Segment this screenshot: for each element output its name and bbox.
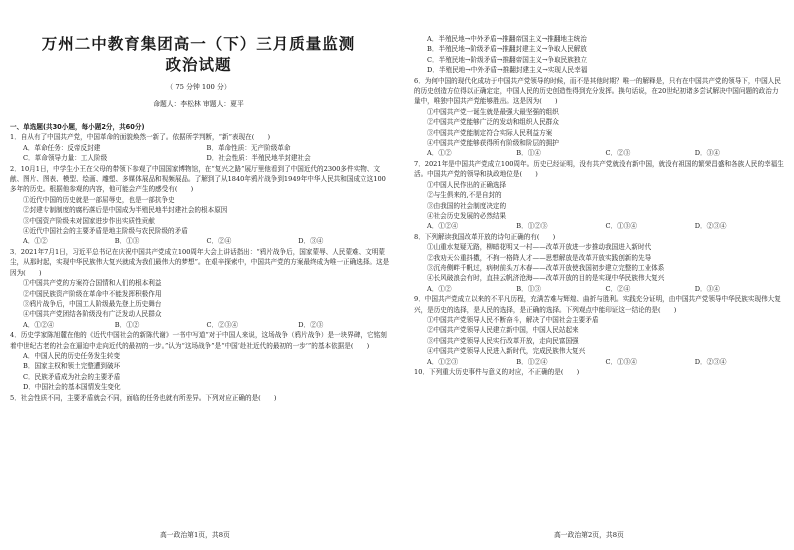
q3-item: ②中国民族资产阶级在革命中不能发挥积极作用 (23, 289, 162, 298)
q4-option-a[interactable]: A．中国人民的历史任务发生转变 (23, 351, 121, 360)
q6-item: ②中国共产党能够广泛的发动和组织人民群众 (427, 118, 559, 127)
q2-item: ①近代中国的历史就是一部屈辱史，也是一部抗争史 (23, 195, 175, 204)
q3-option-c[interactable]: C．②③④ (206, 320, 238, 329)
q2-item: ③中国资产阶级未对国家进步作出实质性贡献 (23, 216, 155, 225)
q7-options (414, 221, 784, 231)
q9-option-c[interactable]: C．①③④ (605, 357, 637, 366)
q4-option-b[interactable]: B．国家主权和领土完整遭到破坏 (23, 362, 121, 371)
q9-stem: 9．中国共产党成立以来的不平凡历程，充满苦难与辉煌、曲折与胜利。实践充分证明，由中国共产党领导中华民族实现伟大复兴，是历史的选择，是人民的选择，是正确的选择。下列观点中能印证这一结论的是( ) (414, 295, 781, 314)
q8-item: ③沉舟侧畔千帆过，病树前头万木春——改革开放使我国初步建立完整的工业体系 (427, 263, 665, 272)
q9-item: ②中国共产党领导人民建立新中国，中国人民站起来 (427, 326, 579, 335)
q8-option-d[interactable]: D．③④ (694, 284, 720, 293)
q8-option-a[interactable]: A．①② (427, 284, 452, 293)
q6-item: ④中国共产党能够获得所有阶级和阶层的拥护 (427, 139, 559, 148)
q2-item: ②封建专制制度的腐朽落后是中国成为半殖民地半封建社会的根本原因 (23, 206, 228, 215)
q6-options (414, 148, 784, 158)
q7-option-b[interactable]: B．①②③ (516, 222, 548, 231)
q7-stem: 7．2021年是中国共产党成立100周年。历史已经证明，没有共产党就没有新中国，就没有祖国的繁荣昌盛和各族人民的幸福生活。中国共产党的领导和执政地位是( ) (414, 159, 784, 179)
q2-stem: 2．10月1日，中学生小王在父母的带领下参观了中国国家博物馆，在“复兴之路”展厅里他看到了中国近代的2300多件实物、文献、图片、图表、模型、绘画、雕塑、多媒体展品和视频展品。了解到了从1840年鸦片战争到1949年中华人民共和国成立这100多年的历史。根据他参观的内容，他可能会产生的感受有( ) (10, 164, 386, 194)
section-heading: 一、单选题(共30小题，每小题2分，共60分) (10, 123, 145, 131)
q2-option-c[interactable]: C．②④ (206, 237, 232, 246)
q9-option-b[interactable]: B．①②④ (516, 357, 548, 366)
q5-option-a[interactable]: A．半殖民地→中外矛盾→推翻帝国主义→推翻地主统治 (427, 35, 587, 43)
q7-item: ③由我国的社会制度决定的 (427, 201, 507, 210)
q7-option-a[interactable]: A．①②④ (427, 222, 459, 231)
q3-option-a[interactable]: A．①②④ (23, 320, 55, 329)
q3-option-b[interactable]: B．①② (114, 320, 140, 329)
q7-option-c[interactable]: C．①③④ (605, 222, 637, 231)
q6-item: ③中国共产党能制定符合实际人民利益方案 (427, 128, 553, 137)
q4-option-d[interactable]: D．中国社会的基本国情发生变化 (23, 383, 121, 392)
q5-option-d[interactable]: D．半殖民地→中外矛盾→推翻封建主义→实现人民幸福 (427, 66, 588, 75)
q6-item: ①中国共产党一诞生就是最强大最坚强的组织 (427, 107, 559, 116)
q5-option-c[interactable]: C．半殖民地→阶级矛盾→推翻帝国主义→争取民族独立 (427, 55, 588, 64)
q1-option-b[interactable]: B．革命性质：无产阶级革命 (206, 143, 291, 152)
q3-stem: 3．2021年7月1日，习近平总书记在庆祝中国共产党成立100周年大会上讲话指出：“鸦片战争后，国家蒙辱、人民蒙难、文明蒙尘，从那时起，实现中华民族伟大复兴就成为我们最伟大的梦想”。在艰辛探索中，中国共产党的方案最终成为唯一正确选择。这是因为( ) (10, 247, 390, 277)
q5-stem: 5．社会性质不同，主要矛盾就会不同，面临的任务也就有所差异。下列对应正确的是( ) (10, 393, 277, 402)
q6-option-d[interactable]: D．③④ (694, 149, 720, 158)
q8-option-c[interactable]: C．②④ (605, 284, 631, 293)
q3-options (10, 320, 390, 330)
q8-item: ②我劝天公重抖擞，不拘一格降人才——思想解放是改革开放实践创新的先导 (427, 253, 652, 262)
q10-stem: 10．下列重大历史事件与意义的对应，不正确的是( ) (414, 368, 580, 376)
right-question-flow (414, 34, 784, 377)
q6-option-c[interactable]: C．②③ (605, 149, 631, 158)
q2-option-a[interactable]: A．①② (23, 237, 48, 246)
q2-options (10, 236, 390, 246)
q7-item: ②与生俱来的,不是自封的 (427, 191, 502, 200)
q6-stem: 6．为何中国的现代化成功于中国共产党领导的时候，而不是其他时期？唯一的解释是，只有在中国共产党的领导下，中国人民的历史创造方位得以正确定定，中国人民的历史创造性得到充分发挥。换句话说，在20世纪初诸多尝试解决中国问题的政治力量中，唯独中国共产党能够胜出。这是因为( ) (414, 76, 781, 106)
exam-subject: 政治试题 (165, 56, 232, 74)
footer-right: 高一政治第2页，共8页 (554, 531, 624, 539)
q5-option-b[interactable]: B．半殖民地→阶级矛盾→推翻封建主义→争取人民解放 (427, 45, 587, 54)
left-question-flow (10, 122, 390, 403)
q1-option-a[interactable]: A．革命任务：反帝反封建 (23, 143, 101, 152)
q8-item: ④长风破浪会有时，直挂云帆济沧海——改革开放的目的是实现中华民族伟大复兴 (427, 274, 665, 283)
q2-option-b[interactable]: B．①③ (114, 237, 140, 246)
q8-options (414, 284, 784, 294)
q1-option-c[interactable]: C．革命领导力量：工人阶级 (23, 154, 108, 163)
exam-info: （ 75 分钟 100 分） (166, 83, 231, 91)
q1-option-d[interactable]: D．社会性质：半殖民地半封建社会 (206, 154, 311, 163)
q9-option-a[interactable]: A．①②③ (427, 357, 459, 366)
q7-item: ①中国人民作出的正确选择 (427, 180, 507, 189)
q2-option-d[interactable]: D．③④ (298, 237, 324, 246)
exam-authors: 命题人：李松林 审题人：夏平 (153, 100, 244, 108)
q4-stem: 4．历史学家陈旭麓在他的《近代中国社会的新陈代谢》一书中写道“对于中国人来说，这场战争（鸦片战争）是一块界碑，它铭刻着中世纪古老的社会在逼迫中走向近代的最初的一步。”认为“这场战争”是“中国‘赴社近代的最初的一步’”的基本依据是( ) (10, 331, 387, 350)
q1-stem: 1．自从有了中国共产党，中国革命的面貌焕然一新了。依据所学判断，“新”表现在( ) (10, 133, 271, 142)
q9-option-d[interactable]: D．②③④ (694, 357, 727, 366)
q3-item: ④中国共产党团结各阶级没有广泛发动人民群众 (23, 310, 162, 319)
q8-item: ①山重水复疑无路，柳暗花明又一村——改革开放进一步推动我国进入新时代 (427, 243, 652, 252)
q6-option-a[interactable]: A．①② (427, 149, 452, 158)
q6-option-b[interactable]: B．①④ (516, 149, 541, 158)
q2-item: ④近代中国社会的主要矛盾是地主阶级与农民阶级的矛盾 (23, 227, 188, 236)
q8-option-b[interactable]: B．①③ (516, 284, 541, 293)
q7-option-d[interactable]: D．②③④ (694, 222, 727, 231)
q3-option-d[interactable]: D．②③ (298, 320, 324, 329)
q9-options (414, 357, 784, 367)
q3-item: ①中国共产党的方案符合国情和人们的根本利益 (23, 279, 162, 288)
exam-title: 万州二中教育集团高一（下）三月质量监测 (41, 35, 356, 53)
q7-item: ④社会历史发展的必然结果 (427, 211, 507, 220)
q8-stem: 8．下列解读我国改革开放的诗句正确的有( ) (414, 232, 556, 241)
q9-item: ④中国共产党领导人民进入新时代，完成民族伟大复兴 (427, 347, 586, 356)
q9-item: ①中国共产党领导人民不断奋斗，解决了中国社会主要矛盾 (427, 315, 599, 324)
q3-item: ③鸦片战争后，中国工人阶级最先登上历史舞台 (23, 299, 162, 308)
q9-item: ③中国共产党领导人民实行改革开放，走向民富国强 (427, 336, 579, 345)
footer-left: 高一政治第1页，共8页 (160, 531, 230, 539)
q4-option-c[interactable]: C．民族矛盾成为社会的主要矛盾 (23, 372, 121, 381)
q1-options (10, 143, 390, 164)
